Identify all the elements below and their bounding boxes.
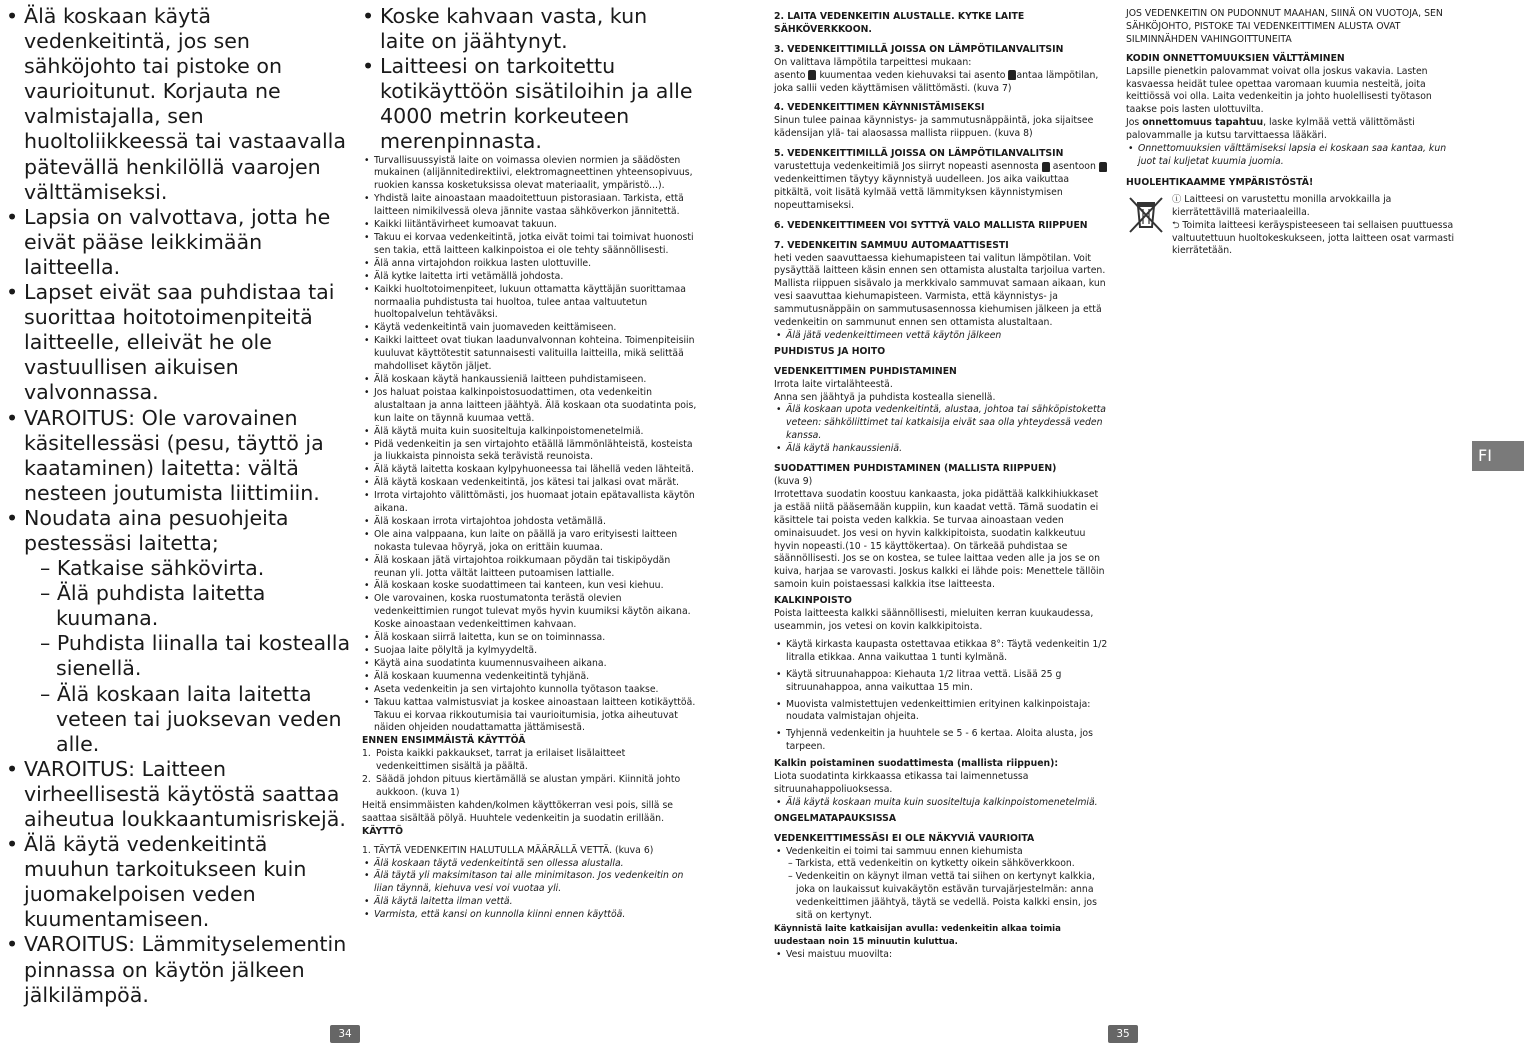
- first-use-step: [362, 748, 697, 774]
- bullet: • Vedenkeitin ei toimi tai sammuu ennen kiehumista: [774, 846, 1109, 859]
- use-bullet: • Älä käytä laitetta ilman vettä.: [362, 896, 697, 909]
- safety-bullet: • Älä koskaan kuumenna vedenkeitintä tyhjänä.: [362, 671, 697, 684]
- paragraph: Liota suodatinta kirkkaassa etikassa tai laimennetussa sitruunahappoliuoksessa.: [774, 771, 1029, 795]
- paragraph: Poista laitteesta kalkki säännöllisesti, mieluiten kerran kuukaudessa, useammin, jos vetesi on kovin kalkkipitoista.: [774, 608, 1094, 632]
- paragraph: ⮌ Toimita laitteesi keräyspisteeseen tai sellaisen puuttuessa valtuutettuun huoltokeskukseen, jotta laitteen osat varmasti kierrätetään.: [1172, 219, 1455, 257]
- info-icon: ⓘ: [1172, 193, 1182, 205]
- safety-bullet: • Älä käytä koskaan vedenkeitintä, jos kätesi tai jalkasi ovat märät.: [362, 477, 697, 490]
- bullet: • Älä käytä koskaan muita kuin suositeltuja kalkinpoistomenetelmiä.: [774, 797, 1109, 810]
- safety-bullet: • Älä koskaan käytä hankaussieniä laitteen puhdistamiseen.: [362, 374, 697, 387]
- use-heading: KÄYTTÖ: [362, 825, 404, 837]
- use-bullet: • Varmista, että kansi on kunnolla kiinni ennen käyttöä.: [362, 909, 697, 922]
- paragraph: – Tarkista, että vedenkeitin on kytketty oikein sähköverkkoon.: [788, 858, 1075, 870]
- safety-bullet: • Älä koskaan koske suodattimeen tai kanteen, kun vesi kiehuu.: [362, 580, 697, 593]
- safety-list: [362, 155, 697, 736]
- paragraph: Anna sen jäähtyä ja puhdista kostealla sienellä.: [774, 391, 996, 403]
- bullet: • Käytä sitruunahappoa: Kiehauta 1/2 litraa vettä. Lisää 25 g sitruunahappoa, anna vaikuttaa 15 min.: [774, 669, 1109, 695]
- warning-item: • Lapset eivät saa puhdistaa tai suorittaa hoitotoimenpiteitä laitteelle, elleivät he ole vastuullisen aikuisen valvonnassa.: [6, 280, 351, 405]
- section-heading: HUOLEHTIKAAMME YMPÄRISTÖSTÄ!: [1126, 176, 1314, 188]
- use-bullet: • Älä täytä yli maksimitason tai alle minimitason. Jos vedenkeitin on liian täynnä, kiehuva vesi voi vuotaa yli.: [362, 870, 697, 896]
- safety-bullet: • Älä anna virtajohdon roikkua lasten ulottuville.: [362, 258, 697, 271]
- step-number: 1.: [362, 748, 371, 760]
- section-heading: Kalkin poistaminen suodattimesta (mallista riippuen):: [774, 758, 1059, 770]
- safety-bullet: • Kaikki laitteet ovat tiukan laadunvalvonnan kohteina. Toimenpiteisiin kuuluvat käyttötestit satunnaisesti valituilla laitteilla, mikä selittää mahdolliset käytön jäljet.: [362, 335, 697, 374]
- safety-bullet: • Yhdistä laite ainoastaan maadoitettuun pistorasiaan. Tarkista, että laitteen nimikilvessä oleva jännite vastaa sähköverkon jännitettä.: [362, 193, 697, 219]
- bullet: • Muovista valmistettujen vedenkeittimien erityinen kalkinpoistaja: noudata valmistajan ohjeita.: [774, 699, 1109, 725]
- paragraph: asento kuumentaa veden kiehuvaksi tai asento antaa lämpötilan, joka sallii veden käyttämisen välittömästi. (kuva 7): [774, 69, 1099, 94]
- section-heading: KALKINPOISTO: [774, 595, 852, 607]
- safety-bullet: • Turvallisuussyistä laite on voimassa olevien normien ja säädösten mukainen (alijännitedirektiivi, elektromagneettinen yhteensopivuus, ruokien kanssa kosketuksissa olevat materiaalit, ympäristö...).: [362, 155, 697, 194]
- paragraph: Lapsille pienetkin palovammat voivat olla joskus vakavia. Lasten kasvaessa heidät tulee opettaa varomaan kuumia nesteitä, joita keittiössä voi olla. Laita vedenkeitin ja johto huolellisesti työtason taakse pois lasten ulottuvilta.: [1126, 65, 1432, 116]
- recycling-block: [1126, 194, 1456, 259]
- page-number-right: 35: [1108, 1025, 1138, 1043]
- bullet: • Älä jätä vedenkeittimeen vettä käytön jälkeen: [774, 330, 1109, 343]
- figure-ref: (kuva 6): [615, 844, 654, 856]
- section-heading: PUHDISTUS JA HOITO: [774, 345, 886, 357]
- paragraph: heti veden saavuttaessa kiehumapisteen tai valitun lämpötilan. Voit pysäyttää laitteen käsin ennen sen ottamista alustalta tarjoilua varten. Mallista riippuen sisävalo ja merkkivalo sammuvat samaan aikaan, kun vesi saavuttaa kiehumapisteen. Varmista, että käynnistys- ja sammutusnäppäin on sammutusasennossa kiehumisen jälkeen ja että vedenkeitin on sammunut ennen sen ottamista alustaltaan.: [774, 252, 1106, 329]
- step-text: Säädä johdon pituus kiertämällä se alustan ympäri. Kiinnitä johto aukkoon. (kuva 1): [376, 774, 681, 798]
- warning-item: • Älä käytä vedenkeitintä muuhun tarkoitukseen kuin juomakelpoisen veden kuumentamiseen.: [6, 832, 351, 932]
- instructions-column: [774, 8, 1109, 962]
- safety-bullet: • Suojaa laite pölyltä ja kylmyydeltä.: [362, 645, 697, 658]
- paragraph: On valittava lämpötila tarpeittesi mukaan:: [774, 56, 972, 68]
- warning-item: • VAROITUS: Ole varovainen käsitellessäsi (pesu, täyttö ja kaataminen) laitetta: vältä nesteen joutumista liittimiin.: [6, 406, 351, 506]
- warning-subitem: – Älä puhdista laitetta kuumana.: [40, 581, 266, 631]
- section-heading: KODIN ONNETTOMUUKSIEN VÄLTTÄMINEN: [1126, 52, 1345, 64]
- environment-column: [1126, 8, 1456, 258]
- section-heading: 6. VEDENKEITTIMEEN VOI SYTTYÄ VALO MALLISTA RIIPPUEN: [774, 219, 1088, 231]
- crossed-bin-icon: [1126, 194, 1166, 234]
- bullet: • Älä koskaan upota vedenkeitintä, alustaa, johtoa tai sähköpistoketta veteen: sähköliittimet tai katkaisija eivät saa olla yhteydessä veden kanssa.: [774, 404, 1109, 443]
- warning-subitem: – Puhdista liinalla tai kostealla sienellä.: [40, 631, 351, 681]
- paragraph: varustettuja vedenkeitimiä Jos siirryt nopeasti asennosta asentoon vedenkeittimen täytyy käynnistyä uudelleen. Jos aika vaikuttaa pitkältä, voit lisätä kylmää vettä lämmityksen käynnistymisen nopeuttamiseksi.: [774, 161, 1109, 213]
- language-tab: FI: [1472, 441, 1524, 471]
- safety-bullet: • Pidä vedenkeitin ja sen virtajohto etäällä lämmönlähteistä, kosteista ja liukkaista pinnoista sekä terävistä reunoista.: [362, 439, 697, 465]
- safety-bullet: • Älä käytä muita kuin suositeltuja kalkinpoistomenetelmiä.: [362, 426, 697, 439]
- paragraph: ⓘ Laitteesi on varustettu monilla arvokkailla ja kierrätettävillä materiaaleilla.: [1172, 193, 1392, 218]
- safety-bullet: • Takuu ei korvaa vedenkeitintä, jotka eivät toimi tai toimivat huonosti sen takia, että laitteen kalkinpoistoa ei ole tehty säännöllisesti.: [362, 232, 697, 258]
- bullet: • Vesi maistuu muovilta:: [774, 949, 1109, 962]
- safety-bullet: • Kaikki liitäntävirheet kumoavat takuun.: [362, 219, 697, 232]
- hand-icon: [808, 70, 816, 80]
- figure-ref: (kuva 8): [994, 128, 1033, 140]
- warning-item: • Koske kahvaan vasta, kun laite on jäähtynyt.: [362, 4, 697, 54]
- use-bullet: • Älä koskaan täytä vedenkeitintä sen ollessa alustalla.: [362, 858, 697, 871]
- safety-bullet: • Ole aina valppaana, kun laite on päällä ja varo erityisesti laitteen nokasta tulevaa höyryä, joka on erittäin kuumaa.: [362, 529, 697, 555]
- section-heading: VEDENKEITTIMEN PUHDISTAMINEN: [774, 365, 957, 377]
- first-use-note: Heitä ensimmäisten kahden/kolmen käyttökerran vesi pois, sillä se saattaa sisältää pölyä. Huuhtele vedenkeitin ja suodatin erillään.: [362, 799, 674, 824]
- first-use-step: [362, 774, 697, 800]
- warnings-large-column: [6, 4, 351, 1008]
- paragraph: JOS VEDENKEITIN ON PUDONNUT MAAHAN, SIINÄ ON VUOTOJA, SEN SÄHKÖJOHTO, PISTOKE TAI VEDENKEITTIMEN ALUSTA OVAT SILMINNÄHDEN VAHINGOITTUNEITA: [1126, 8, 1443, 45]
- page-number-left: 34: [330, 1025, 360, 1043]
- safety-bullet: • Älä koskaan irrota virtajohtoa johdosta vetämällä.: [362, 516, 697, 529]
- hand-icon: [1099, 162, 1107, 172]
- safety-bullet: • Älä koskaan siirrä laitetta, kun se on toiminnassa.: [362, 632, 697, 645]
- section-heading: 2. LAITA VEDENKEITIN ALUSTALLE. KYTKE LAITE SÄHKÖVERKKOON.: [774, 11, 1025, 35]
- paragraph: Käynnistä laite katkaisijan avulla: vedenkeitin alkaa toimia uudestaan noin 15 minuutin kuluttua.: [774, 924, 1061, 947]
- safety-column: [362, 4, 697, 922]
- first-use-heading: ENNEN ENSIMMÄISTÄ KÄYTTÖÄ: [362, 735, 526, 747]
- warning-item: • VAROITUS: Laitteen virheellisestä käytöstä saattaa aiheutua loukkaantumisriskejä.: [6, 757, 351, 832]
- safety-bullet: • Älä koskaan jätä virtajohtoa roikkumaan pöydän tai tiskipöydän reunan yli. Jotta vältät laitteen putoamisen lattialle.: [362, 555, 697, 581]
- safety-bullet: • Jos haluat poistaa kalkinpoistosuodattimen, ota vedenkeitin alustaltaan ja anna laitteen jäähtyä. Älä koskaan ota suodatinta pois, kun laite on täynnä kuumaa vettä.: [362, 387, 697, 426]
- bullet: • Tyhjennä vedenkeitin ja huuhtele se 5 - 6 kertaa. Aloita alusta, jos tarpeen.: [774, 728, 1109, 754]
- hand-icon: [1042, 162, 1050, 172]
- safety-bullet: • Takuu kattaa valmistusviat ja koskee ainoastaan laitteen kotikäyttöä. Takuu ei korvaa rikkoutumisia tai vaurioitumisia, jotka aiheutuvat näiden ohjeiden noudattamatta jättämisestä.: [362, 697, 697, 736]
- step-number: 2.: [362, 774, 371, 786]
- warning-item: • Älä koskaan käytä vedenkeitintä, jos sen sähköjohto tai pistoke on vaurioitunut. Korjauta ne valmistajalla, sen huoltoliikkeessä tai vastaavalla pätevällä henkilöllä vaarojen välttämiseksi.: [6, 4, 351, 205]
- warning-item: • Noudata aina pesuohjeita pestessäsi laitetta;: [6, 506, 351, 556]
- use-step: 1. TÄYTÄ VEDENKEITIN HALUTULLA MÄÄRÄLLÄ VETTÄ.: [362, 844, 613, 856]
- figure-ref: (kuva 7): [973, 82, 1012, 94]
- section-heading: SUODATTIMEN PUHDISTAMINEN (MALLISTA RIIPPUEN): [774, 463, 1057, 475]
- warning-item: • VAROITUS: Lämmityselementin pinnassa on käytön jälkeen jälkilämpöä.: [6, 932, 351, 1007]
- warning-subitem: – Älä koskaan laita laitetta veteen tai juoksevan veden alle.: [40, 681, 342, 756]
- section-heading: ONGELMATAPAUKSISSA: [774, 812, 897, 824]
- bullet: • Onnettomuuksien välttämiseksi lapsia ei koskaan saa kantaa, kun juot tai kuljetat kuumia juomia.: [1126, 143, 1456, 169]
- paragraph: – Vedenkeitin on käynyt ilman vettä tai siihen on kertynyt kalkkia, joka on laukaissut kuivakäytön estävän turvajärjestelmän: anna vedenkeittimen jäähtyä, täytä se vedellä. Poista kalkki ensin, jos sitä on kertynyt.: [788, 871, 1097, 922]
- section-heading: 4. VEDENKEITTIMEN KÄYNNISTÄMISEKSI: [774, 102, 985, 114]
- warning-subitem: – Katkaise sähkövirta.: [40, 556, 265, 581]
- step-text: Poista kaikki pakkaukset, tarrat ja erilaiset lisälaitteet vedenkeittimen sisältä ja päältä.: [376, 748, 626, 773]
- warning-item: • Lapsia on valvottava, jotta he eivät pääse leikkimään laitteella.: [6, 205, 351, 280]
- safety-bullet: • Kaikki huoltotoimenpiteet, lukuun ottamatta käyttäjän suorittamaa normaalia puhdistusta tai huoltoa, tulee antaa valtuutetun huoltopalvelun tehtäväksi.: [362, 284, 697, 323]
- safety-bullet: • Älä kytke laitetta irti vetämällä johdosta.: [362, 271, 697, 284]
- bullet: • Älä käytä hankaussieniä.: [774, 443, 1109, 456]
- safety-bullet: • Aseta vedenkeitin ja sen virtajohto kunnolla työtason taakse.: [362, 684, 697, 697]
- section-heading: 5. VEDENKEITTIMILLÄ JOISSA ON LÄMPÖTILANVALITSIN: [774, 148, 1064, 160]
- paragraph: Sinun tulee painaa käynnistys- ja sammutusnäppäintä, joka sijaitsee kädensijan ylä- tai alaosassa mallista riippuen. (kuva 8): [774, 115, 1094, 140]
- safety-bullet: • Älä käytä laitetta koskaan kylpyhuoneessa tai lähellä veden lähteitä.: [362, 464, 697, 477]
- recycle-arrow-icon: ⮌: [1172, 219, 1180, 231]
- safety-bullet: • Käytä aina suodatinta kuumennusvaiheen aikana.: [362, 658, 697, 671]
- section-heading: 7. VEDENKEITIN SAMMUU AUTOMAATTISESTI: [774, 239, 1009, 251]
- bullet: • Käytä kirkasta kaupasta ostettavaa etikkaa 8°: Täytä vedenkeitin 1/2 litralla etikkaa. Anna vaikuttaa 1 tunti kylmänä.: [774, 639, 1109, 665]
- paragraph: Irrota laite virtalähteestä.: [774, 378, 893, 390]
- safety-bullet: • Ole varovainen, koska ruostumatonta terästä olevien vedenkeittimien rungot tulevat myös hyvin kuumiksi käytön aikana. Koske ainoastaan vedenkeittimen kahvaan.: [362, 593, 697, 632]
- safety-bullet: • Irrota virtajohto välittömästi, jos huomaat jotain epätavallista käytön aikana.: [362, 490, 697, 516]
- warning-item: • Laitteesi on tarkoitettu kotikäyttöön sisätiloihin ja alle 4000 metrin korkeuteen merenpinnasta.: [362, 54, 697, 154]
- paragraph: Irrotettava suodatin koostuu kankaasta, joka pidättää kalkkihiukkaset ja estää niitä pääsemään kuppiin, kun kaadat vettä. Tämä suodatin ei käsittele tai poista veden kalkkia. Se turvaa ainoastaan veden ominaisuudet. Jos vesi on hyvin kalkkipitoista, suodatin kalkkeutuu hyvin nopeasti.(10 - 15 käyttökertaa). On tärkeää puhdistaa se säännöllisesti. Jos se on kostea, se tulee laittaa veden alle ja jos se on kuiva, harjaa se varovasti. Joskus kalkki ei lähde pois: Menettele tällöin samoin kuin poistaessasi kalkkia itse laitteesta.: [774, 488, 1105, 591]
- figure-ref: (kuva 9): [774, 476, 813, 487]
- section-heading: VEDENKEITTIMESSÄSI EI OLE NÄKYVIÄ VAURIOITA: [774, 832, 1035, 844]
- safety-bullet: • Käytä vedenkeitintä vain juomaveden keittämiseen.: [362, 322, 697, 335]
- paragraph: Jos onnettomuus tapahtuu, laske kylmää vettä välittömästi palovammalle ja kutsu tarvittaessa lääkäri.: [1126, 117, 1415, 142]
- section-heading: 3. VEDENKEITTIMILLÄ JOISSA ON LÄMPÖTILANVALITSIN: [774, 43, 1064, 55]
